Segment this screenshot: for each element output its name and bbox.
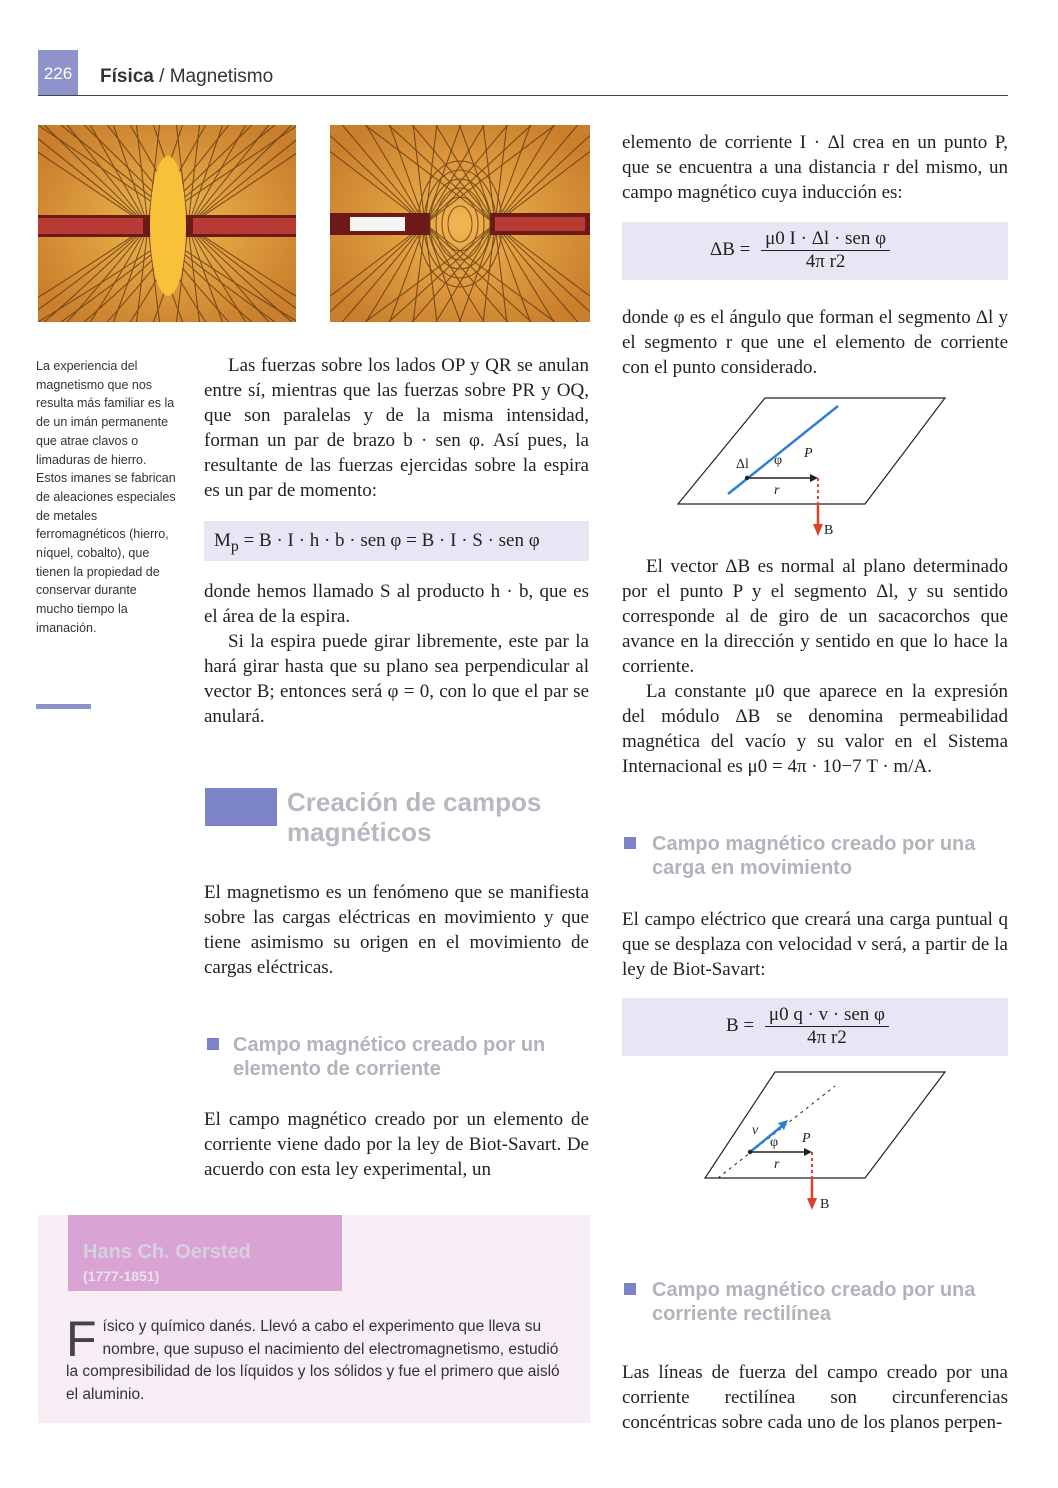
formula-momentum-sub: p: [230, 537, 239, 555]
paragraph-rotation: Si la espira puede girar libremente, este par la hará girar hasta que su plano sea perpendicular al vector B; entonces será φ = 0, con lo que el par se anulará.: [204, 631, 589, 727]
paragraph-biot-savart: El campo magnético creado por un elemento de corriente viene dado por la ley de Biot-Savart. De acuerdo con esta ley experimental, un: [204, 1109, 589, 1180]
diagram2-label-p: P: [802, 1131, 811, 1146]
paragraph-magnetism: El magnetismo es un fenómeno que se manifiesta sobre las cargas eléctricas en movimiento y que tiene asimismo su origen en el movimiento de cargas eléctricas.: [204, 882, 589, 978]
running-head-topic: / Magnetismo: [153, 66, 274, 87]
formula-delta-b-lhs: ΔB =: [710, 238, 751, 260]
biography-name: Hans Ch. Oersted: [83, 1241, 251, 1263]
paragraph-permeability: La constante μ0 que aparece en la expresión del módulo ΔB se denomina permeabilidad magnética del vacío y su valor en el Sistema Internacional es μ0 = 4π · 10−7 T · m/A.: [622, 681, 1008, 777]
col3-paragraph-1: [622, 130, 1008, 205]
formula-b-lhs: B =: [726, 1014, 755, 1036]
section-title: Creación de campos magnéticos: [287, 787, 542, 847]
subhead-current-element: Campo magnético creado por un elemento de corriente: [233, 1034, 546, 1080]
subhead-marker: [624, 837, 636, 849]
col3-paragraph-3: [622, 554, 1008, 779]
diagram2-label-b: B: [820, 1197, 830, 1212]
subhead-marker: [207, 1038, 219, 1050]
formula-momentum-rhs: = B · I · h · b · sen φ = B · I · S · sen φ: [238, 530, 540, 551]
formula-b-charge: [622, 998, 1008, 1056]
col3-paragraph-2: [622, 305, 1008, 380]
diagram2-label-phi: φ: [770, 1135, 779, 1150]
formula-delta-b-denominator: 4π r2: [805, 251, 846, 272]
paragraph-current-element: elemento de corriente I · Δl crea en un punto P, que se encuentra a una distancia r del mismo, un campo magnético cuya inducción es:: [622, 132, 1008, 203]
col3-paragraph-5: [622, 1360, 1008, 1435]
col3-paragraph-4: [622, 907, 1008, 982]
col1-paragraph-1: [204, 353, 589, 503]
paragraph-moving-charge: El campo eléctrico que creará una carga puntual q que se desplaza con velocidad v será, a partir de la ley de Biot-Savart:: [622, 909, 1008, 980]
formula-b-numerator: μ0 q · v · sen φ: [765, 1004, 889, 1027]
diagram1-label-b: B: [824, 523, 834, 538]
biography-dates: (1777-1851): [83, 1268, 160, 1284]
diagram2-label-v: v: [752, 1123, 759, 1138]
diagram-current-element: [670, 394, 960, 538]
diagram1-label-r: r: [774, 483, 780, 498]
magnet-photo-pair: [330, 125, 590, 322]
section-marker: [205, 788, 277, 826]
biography-dropcap: F: [66, 1311, 97, 1367]
diagram-moving-charge: [700, 1068, 960, 1214]
formula-momentum: [204, 521, 589, 561]
diagram1-label-dl: Δl: [736, 457, 749, 472]
biography-text: [66, 1311, 562, 1406]
biography-body: ísico y químico danés. Llevó a cabo el experimento que lleva su nombre, que supuso el nacimiento del electromagnetismo, estudió la compresibilidad de los líquidos y los sólidos y fue el primero que aisló el aluminio.: [66, 1318, 560, 1403]
formula-delta-b-numerator: μ0 I · Δl · sen φ: [761, 228, 890, 251]
paragraph-straight-current: Las líneas de fuerza del campo creado por una corriente rectilínea son circunferencias concéntricas sobre cada uno de los planos perpen-: [622, 1362, 1008, 1433]
running-head-section: Física: [100, 66, 154, 87]
formula-delta-b: [622, 222, 1008, 280]
diagram1-label-p: P: [804, 446, 813, 461]
paragraph-angle: donde φ es el ángulo que forman el segmento Δl y el segmento r que une el elemento de corriente con el punto considerado.: [622, 307, 1008, 378]
caption-accent-bar: [36, 704, 91, 709]
paragraph-vector-normal: El vector ΔB es normal al plano determinado por el punto P y el segmento Δl, y su sentido corresponde al de giro de un sacacorchos que avance en la dirección y sentido en que lo hace la corriente.: [622, 556, 1008, 677]
running-head: [100, 66, 273, 88]
paragraph-forces: Las fuerzas sobre los lados OP y QR se anulan entre sí, mientras que las fuerzas sobre PR y OQ, que son paralelas y de la misma intensidad, forman un par de brazo b · sen φ. Así pues, la resultante de las fuerzas ejercidas sobre la espira es un par de momento:: [204, 355, 589, 501]
header-rule: [38, 95, 1008, 96]
col1-paragraph-2: [204, 579, 589, 729]
formula-b-denominator: 4π r2: [807, 1027, 847, 1048]
subhead-straight-current: Campo magnético creado por una corriente rectilínea: [652, 1279, 976, 1325]
col1-paragraph-4: [204, 1107, 589, 1182]
page-number: 226: [38, 50, 78, 96]
subhead-moving-charge: Campo magnético creado por una carga en movimiento: [652, 833, 976, 879]
subhead-marker: [624, 1283, 636, 1295]
magnet-photo-single: [38, 125, 296, 322]
diagram1-label-phi: φ: [774, 453, 783, 468]
formula-momentum-lhs: M: [214, 530, 231, 551]
diagram2-label-r: r: [774, 1157, 780, 1172]
paragraph-area: donde hemos llamado S al producto h · b, que es el área de la espira.: [204, 581, 589, 627]
col1-paragraph-3: [204, 880, 589, 980]
image-caption: La experiencia del magnetismo que nos resulta más familiar es la de un imán permanente que atrae clavos o limaduras de hierro. Estos imanes se fabrican de aleaciones especiales de metales ferromagnéticos (hierro, níquel, cobalto), que tienen la propiedad de conservar durante mucho tiempo la imanación.: [36, 359, 176, 635]
